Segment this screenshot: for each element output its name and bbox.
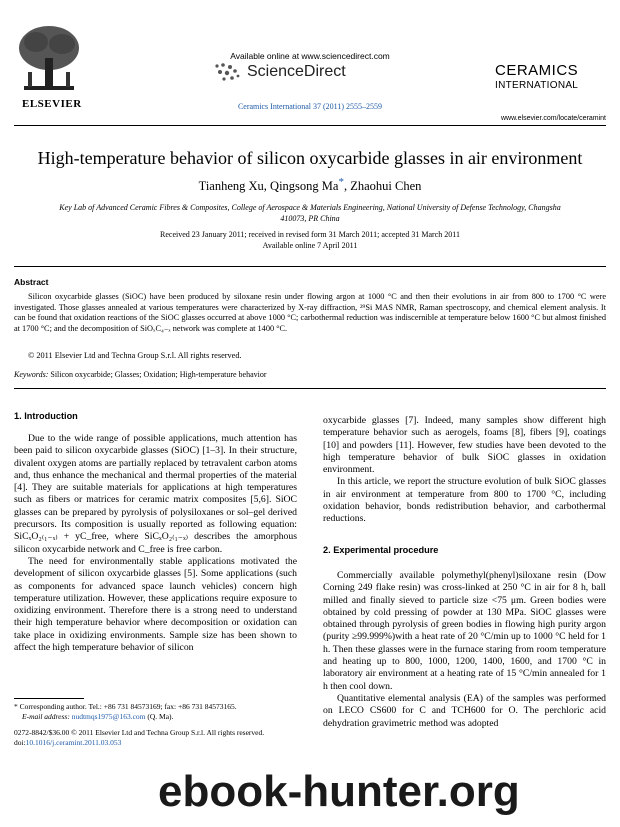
corresponding-star[interactable]: *: [338, 176, 344, 188]
right-column: [323, 415, 606, 730]
abstract-body: Silicon oxycarbide glasses (SiOC) have been produced by siloxane resin under flowing argon at 1000 °C and then their evolutions in air from 800 to 1700 °C were investigated. Those glasses annealed at various temperatures were characterized by X-ray diffraction, ²⁹Si MAS NMR, Raman spectroscopy, and chemical element analysis. It can be found that oxidation reactions of the SiOC glasses occurred at above 1000 °C; carbothermal reduction was indiscernible at temperature below 1600 °C but almost finished at 1700 °C; and the decomposition of SiOₓC₄₋ₓ network was complete at 1400 °C.: [14, 292, 606, 333]
email-label: E-mail address:: [22, 712, 70, 721]
article-dates: [0, 229, 620, 251]
article-title: High-temperature behavior of silicon oxycarbide glasses in air environment: [37, 148, 583, 168]
affiliation: Key Lab of Advanced Ceramic Fibres & Composites, College of Aerospace & Materials Engineering, National University of Defense Technology, Changsha 410073, PR China: [59, 203, 561, 223]
journal-reference[interactable]: Ceramics International 37 (2011) 2555–2559: [237, 102, 383, 111]
authors-tail: , Zhaohui Chen: [343, 179, 422, 194]
email-tail: (Q. Ma).: [145, 712, 174, 721]
intro-paragraph-4: In this article, we report the structure evolution of bulk SiOC glasses in air environment at temperature from 800 to 1700 °C, including oxidation behavior, bonds redistribution behavior, and carbothermal reductions.: [323, 476, 606, 525]
elsevier-tree-logo: [14, 22, 84, 102]
abstract-heading: Abstract: [14, 277, 49, 287]
footnote-rule: [14, 698, 84, 699]
keywords-list: Silicon oxycarbide; Glasses; Oxidation; High-temperature behavior: [48, 370, 267, 379]
online-date: Available online 7 April 2011: [262, 241, 358, 250]
doi-link[interactable]: 10.1016/j.ceramint.2011.03.053: [25, 738, 122, 747]
received-dates: Received 23 January 2011; received in revised form 31 March 2011; accepted 31 March 2011: [160, 230, 460, 239]
keywords: [14, 370, 267, 379]
intro-heading: 1. Introduction: [14, 411, 78, 421]
authors-text: Tianheng Xu, Qingsong Ma: [198, 179, 339, 194]
corresponding-author: * Corresponding author. Tel.: +86 731 84573169; fax: +86 731 84573165.: [14, 702, 237, 711]
intro-paragraph-3: oxycarbide glasses [7]. Indeed, many samples show different high temperature behavior such as aerogels, foams [8], fibers [9], coatings [10] and powders [11]. However, few studies have been devoted to the high temperature behavior of bulk SiOC glasses in oxidation environment.: [323, 415, 606, 476]
sciencedirect-logo: [213, 62, 346, 82]
keywords-label: Keywords:: [14, 370, 49, 379]
experimental-heading: 2. Experimental procedure: [323, 544, 439, 555]
experimental-paragraph-1: Commercially available polymethyl(phenyl)siloxane resin (Dow Corning 249 flake resin) was cross-linked at 250 °C in air for 8 h, ball milled and finally sieved to particle size <75 μm. Green bodies were obtained by cold pressing of powder at 130 MPa. SiOC glasses were obtained through pyrolysis of green bodies in flowing high purity argon (purity ≥99.999%)with a heat rate of 20 °C/min up to 1000 °C held for 1 h. Then these glasses were in the furnace staring from room temperature and heating up to 800, 1000, 1200, 1400, 1600, and 1700 °C in laboratory air environment at a heating rate of 15 °C/min annealed for 1 h then cool down.: [323, 569, 606, 692]
intro-paragraph-2: The need for environmentally stable applications motivated the development of silicon oxycarbide glasses [5]. Some applications (such as components for advanced space launch vehicles) concern high temperature utilization. However, these applications require exposure to oxidizing environment. Therefore there is a strong need to understand their high temperature behavior where decomposition or oxidation can take place in oxidizing environments. Sample size has been shown to affect the high temperature behavior of silicon: [14, 555, 297, 654]
available-online: Available online at www.sciencedirect.com: [230, 51, 390, 61]
email-line: [14, 712, 304, 722]
brand-line-2: INTERNATIONAL: [495, 80, 579, 91]
watermark: ebook-hunter.org: [158, 767, 520, 816]
intro-paragraph-1: Due to the wide range of possible applications, much attention has been paid to silicon oxycarbide glasses (SiOC) [1–3]. In their structure, divalent oxygen atoms are partially replaced by tetravalent carbon atoms and, thus enhance the mechanical and thermal properties of the material [4]. They are suitable materials for applications at high temperatures such as fibers or matrices for ceramic matrix composites [5,6]. SiOC glasses can be prepared by pyrolysis of polysiloxanes or sol–gel derived precursors. Its composition is usually reported as following equation: SiCₓO₂₍₁₋ₓ₎ + yC_free, where SiCₓO₂₍₁₋ₓ₎ describes the amorphous silicon oxycarbide network and C_free is free carbon.: [14, 433, 297, 555]
left-column: [14, 411, 297, 654]
journal-brand: [495, 63, 578, 91]
footnote: [14, 702, 304, 722]
abstract-top-rule: [14, 266, 606, 267]
brand-line-1: CERAMICS: [495, 62, 579, 79]
sciencedirect-dots-icon: [213, 62, 241, 82]
experimental-paragraph-2: Quantitative elemental analysis (EA) of the samples was performed on LECO CS600 for C and TCH600 for O. The perchloric acid dehydration gravimetric method was adopted: [323, 692, 606, 729]
publisher-name: ELSEVIER: [22, 98, 82, 110]
authors: [0, 176, 620, 194]
abstract-bottom-rule: [14, 388, 606, 389]
doi-line: [14, 738, 264, 748]
email-link[interactable]: nudtmqs1975@163.com: [71, 712, 146, 721]
header-rule: [14, 125, 606, 126]
doi-label: doi:: [14, 738, 26, 747]
sciencedirect-wordmark: ScienceDirect: [247, 63, 346, 80]
journal-url[interactable]: www.elsevier.com/locate/ceramint: [500, 115, 606, 122]
page-footer: [14, 728, 264, 748]
issn-line: 0272-8842/$36.00 © 2011 Elsevier Ltd and Techna Group S.r.l. All rights reserved.: [14, 728, 265, 737]
abstract-copyright: © 2011 Elsevier Ltd and Techna Group S.r.l. All rights reserved.: [28, 351, 242, 360]
